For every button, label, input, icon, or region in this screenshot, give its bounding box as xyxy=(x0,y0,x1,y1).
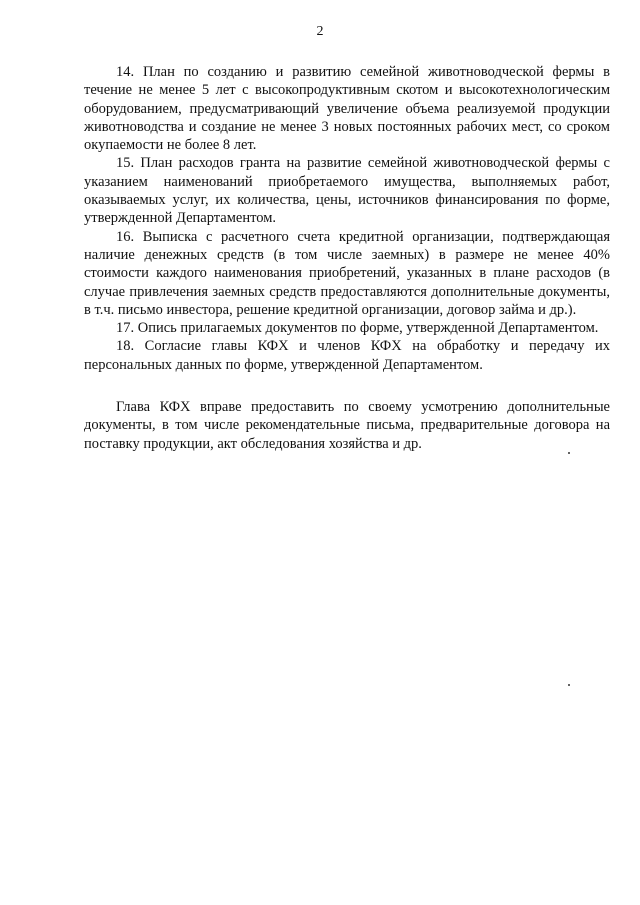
paragraph-item-16: 16. Выписка с расчетного счета кредитной организации, подтверждающая наличие денежных средств (в том числе заемных) в размере не менее 40% стоимости каждого наименования приобретений, указанных в плане расходов (в случае привлечения заемных средств предоставляются дополнительные документы, в т.ч. письмо инвестора, решение кредитной организации, договор займа и др.). xyxy=(84,228,610,318)
scan-speck xyxy=(568,684,570,686)
paragraph-item-15: 15. План расходов гранта на развитие семейной животноводческой фермы с указанием наименований приобретаемого имущества, выполняемых работ, оказываемых услуг, их количества, цены, источников финансирования по форме, утвержденной Департаментом. xyxy=(84,155,610,227)
paragraph-item-14: 14. План по созданию и развитию семейной животноводческой фермы в течение не менее 5 лет с высокопродуктивным скотом и высокотехнологическим оборудованием, предусматривающий увеличение объема реализуемой продукции животноводства и создание не менее 3 новых постоянных рабочих мест, со сроком окупаемости не более 8 лет. xyxy=(84,64,610,154)
page-number: 2 xyxy=(316,24,324,39)
paragraph-item-17: 17. Опись прилагаемых документов по форме, утвержденной Департаментом. xyxy=(116,320,599,337)
scan-speck xyxy=(568,452,570,454)
document-body xyxy=(84,63,610,453)
closing-paragraph: Глава КФХ вправе предоставить по своему усмотрению дополнительные документы, в том числе рекомендательные письма, предварительные договора на поставку продукции, акт обследования хозяйства и др. xyxy=(84,399,610,452)
paragraph-item-18: 18. Согласие главы КФХ и членов КФХ на обработку и передачу их персональных данных по форме, утвержденной Департаментом. xyxy=(84,338,610,373)
